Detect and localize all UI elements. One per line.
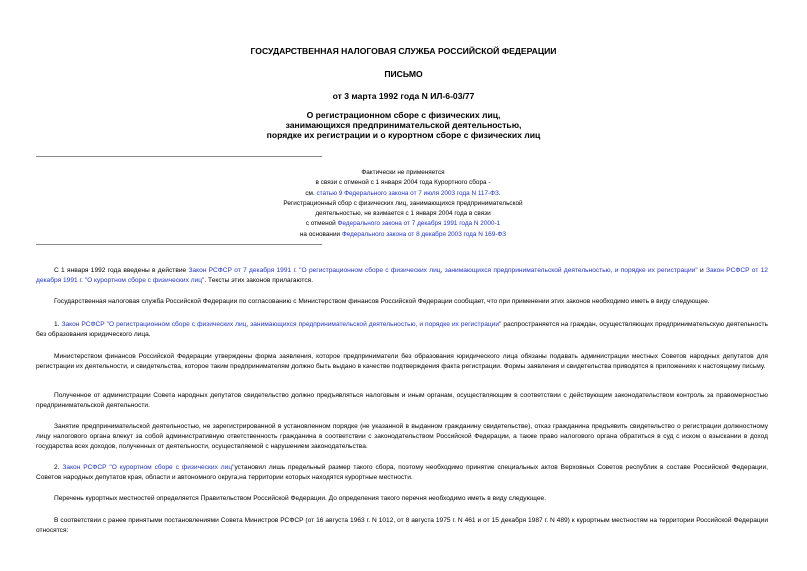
status-note-line: в связи с отменой с 1 января 2004 года Курортного сбора -: [315, 179, 491, 187]
status-note-line: на основании Федерального закона от 8 декабря 2003 года N 169-ФЗ: [299, 230, 507, 238]
paragraph-7: 2. Закон РСФСР "О курортном сборе с физических лиц"установил лишь предельный размер такого сбора, поэтому необходимо принятие специальных актов Верховных Советов республик в составе Российской Федерации, Советов народных депутатов края, области и автономного округа,на территории которых находятся курортные местности.: [36, 464, 769, 481]
document-type: ПИСЬМО: [384, 69, 423, 79]
law-169-fz-link[interactable]: Федерального закона от 8 декабря 2003 года N 169-ФЗ: [341, 230, 507, 238]
law-2000-1-link[interactable]: Федерального закона от 7 декабря 1991 года N 2000-1: [337, 220, 501, 228]
status-note-line: деятельностью, не взимается с 1 января 2004 года в связи: [315, 210, 491, 218]
paragraph-4: Министерством финансов Российской Федерации утверждены форма заявления, которое предприниматели без образования юридического лица обязаны подавать администрации местных Советов народных депутатов для регистрации их деятельности, и свидетельства, которое таким предпринимателям должно быть выдано в качестве подтверждения факта регистрации. Формы заявления и свидетельства приводятся в приложениях к настоящему письму.: [36, 353, 768, 370]
divider-bottom: [36, 244, 322, 245]
resort-fee-law-link[interactable]: Закон РСФСР от 12 декабря 1991 г. "О курортном сборе с физических лиц": [36, 267, 768, 284]
resort-fee-law-link-2[interactable]: Закон РСФСР "О курортном сборе с физических лиц": [62, 464, 235, 471]
status-note-line: Регистрационный сбор с физических лиц, занимающихся предпринимательской: [283, 199, 523, 207]
subject-line: занимающихся предпринимательской деятельностью,: [285, 120, 522, 130]
paragraph-9: В соответствии с ранее принятыми постановлениями Совета Министров РСФСР (от 16 августа 1963 г. N 1012, от 8 августа 1975 г. N 461 и от 15 декабря 1987 г. N 489) к курортным местностям на территории Российской Федерации относятся:: [36, 517, 768, 534]
law-117-fz-link[interactable]: статью 9 Федерального закона от 7 июля 2003 года N 117-ФЗ: [316, 189, 499, 197]
document-subject: [0, 110, 807, 140]
paragraph-8: Перечень курортных местностей определяется Правительством Российской Федерации. До определения такого перечня необходимо иметь в виду следующее.: [54, 495, 547, 502]
status-note-line: Фактически не применяется: [361, 169, 445, 176]
paragraph-6: Занятие предпринимательской деятельностью, не зарегистрированной в установленном порядке (не указанной в выданном гражданину свидетельстве), отказ гражданина предъявить свидетельство о регистрации должностному лицу налогового органа влекут за собой административную ответственность гражданина в соответствии с законодательством Российской Федерации, а также право налогового органа обратиться в суд с иском о взыскании в доход государства всех доходов, полученных от деятельности, осуществляемой с нарушением законодательства.: [36, 423, 768, 450]
paragraph-1: С 1 января 1992 года введены в действие Закон РСФСР от 7 декабря 1991 г. "О регистрационном сборе с физических лиц, занимающихся предпринимательской деятельностью, и порядке их регистрации" и Закон РСФСР от 12 декабря 1991 г. "О курортном сборе с физических лиц". Тексты этих законов прилагаются.: [36, 267, 768, 284]
status-note-line: с отменой Федерального закона от 7 декабря 1991 года N 2000-1: [305, 220, 501, 228]
paragraph-5: Полученное от администрации Совета народных депутатов свидетельство должно предъявляться налоговым и иным органам, осуществляющим в соответствии с действующим законодательством контроль за правомерностью предпринимательской деятельности.: [36, 392, 768, 409]
status-note-line: см. статью 9 Федерального закона от 7 июля 2003 года N 117-ФЗ.: [305, 189, 501, 197]
status-note: [232, 168, 574, 240]
paragraph-3: 1. Закон РСФСР "О регистрационном сборе с физических лиц, занимающихся предпринимательской деятельностью, и порядке их регистрации" распространяется на граждан, осуществляющих предпринимательскую деятельность без образования юридического лица.: [36, 321, 768, 338]
agency-title: ГОСУДАРСТВЕННАЯ НАЛОГОВАЯ СЛУЖБА РОССИЙСКОЙ ФЕДЕРАЦИИ: [250, 46, 557, 56]
registration-fee-law-link-2[interactable]: Закон РСФСР "О регистрационном сборе с физических лиц, занимающихся предпринимательской деятельностью, и порядке их регистрации": [61, 321, 502, 328]
subject-line: О регистрационном сборе с физических лиц,: [306, 110, 501, 120]
registration-fee-law-link[interactable]: Закон РСФСР от 7 декабря 1991 г. "О регистрационном сборе с физических лиц, занимающихся предпринимательской деятельностью, и порядке их регистрации": [188, 267, 698, 274]
paragraph-2: Государственная налоговая служба Российской Федерации по согласованию с Министерством финансов Российской Федерации сообщает, что при применении этих законов необходимо иметь в виду следующее.: [54, 298, 710, 305]
subject-line: порядке их регистрации и о курортном сборе с физических лиц: [266, 130, 541, 140]
divider-top: [36, 156, 322, 157]
document-date-number: от 3 марта 1992 года N ИЛ-6-03/77: [332, 91, 475, 101]
